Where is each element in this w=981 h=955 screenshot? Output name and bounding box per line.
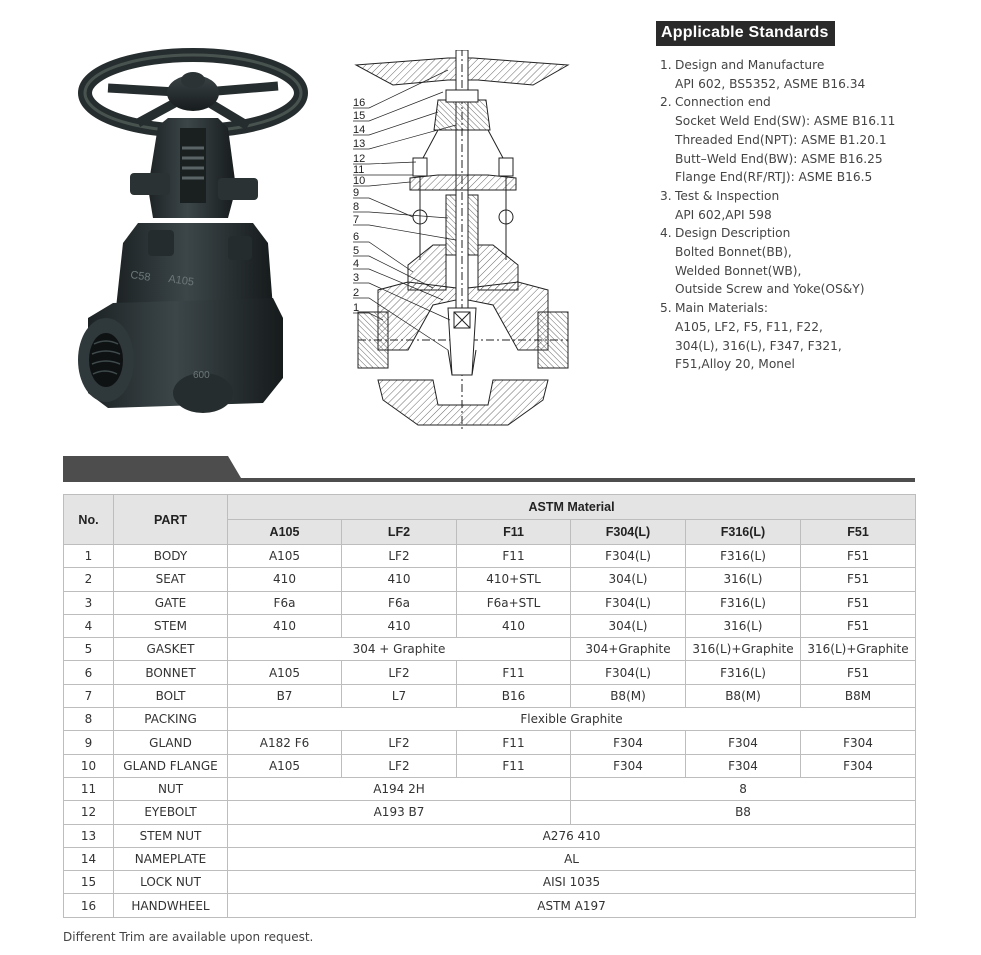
standards-item [660,299,980,374]
table-cell: LF2 [342,545,457,568]
standards-item [660,187,980,224]
footnote: Different Trim are available upon request. [63,930,314,944]
table-row [64,545,916,568]
table-cell: B8 [571,801,916,824]
table-cell: AISI 1035 [228,871,916,894]
standards-item [660,224,980,299]
item-line: Welded Bonnet(WB), [675,263,802,278]
item-line: Outside Screw and Yoke(OS&Y) [675,282,865,297]
row-number: 7 [64,684,114,707]
table-row [64,754,916,777]
row-number: 8 [64,708,114,731]
table-row [64,568,916,591]
table-cell: F304(L) [571,591,686,614]
table-cell: LF2 [342,754,457,777]
row-part: EYEBOLT [114,801,228,824]
table-cell: A105 [228,754,342,777]
table-cell: 304(L) [571,568,686,591]
header-astm-material: ASTM Material [228,495,916,520]
row-part: NUT [114,777,228,800]
table-cell: 410+STL [457,568,571,591]
table-row [64,684,916,707]
row-part: BODY [114,545,228,568]
table-cell: A105 [228,661,342,684]
row-number: 10 [64,754,114,777]
table-row [64,661,916,684]
table-cell: LF2 [342,731,457,754]
table-row [64,871,916,894]
row-number: 13 [64,824,114,847]
table-row [64,708,916,731]
row-part: GASKET [114,638,228,661]
section-banner [63,456,915,482]
item-heading: Design and Manufacture [675,58,825,72]
table-cell: F304 [686,754,801,777]
table-row [64,801,916,824]
drawing-label-1: 1 [353,302,360,314]
item-line: API 602, BS5352, ASME B16.34 [675,76,866,91]
table-cell: F51 [801,545,916,568]
table-cell: A193 B7 [228,801,571,824]
table-row [64,824,916,847]
table-cell: 304+Graphite [571,638,686,661]
table-cell: F304 [801,754,916,777]
item-line: API 602,API 598 [675,207,772,222]
drawing-label-2: 2 [353,287,360,299]
table-cell: F11 [457,731,571,754]
table-row [64,591,916,614]
table-cell: 410 [342,614,457,637]
photo-marking-600: 600 [193,370,210,381]
table-cell: A276 410 [228,824,916,847]
table-cell: B16 [457,684,571,707]
row-part: SEAT [114,568,228,591]
item-number: 5. [660,301,672,316]
table-cell: F6a+STL [457,591,571,614]
valve-section-drawing [338,50,588,430]
table-cell: F6a [228,591,342,614]
table-cell: F11 [457,661,571,684]
item-line: Butt–Weld End(BW): ASME B16.25 [675,151,883,166]
table-row [64,731,916,754]
row-number: 15 [64,871,114,894]
table-cell: A194 2H [228,777,571,800]
table-row [64,638,916,661]
item-line: A105, LF2, F5, F11, F22, [675,319,823,334]
table-cell: ASTM A197 [228,894,916,917]
table-cell: F51 [801,614,916,637]
row-part: NAMEPLATE [114,847,228,870]
drawing-label-14: 14 [353,124,366,136]
drawing-label-11: 11 [353,164,365,176]
table-row [64,894,916,917]
table-cell: 410 [342,568,457,591]
table-cell: 410 [228,568,342,591]
table-cell: 8 [571,777,916,800]
column-header: A105 [228,520,342,545]
table-cell: 410 [457,614,571,637]
row-part: GATE [114,591,228,614]
row-part: STEM [114,614,228,637]
item-heading: Design Description [675,226,791,241]
item-number: 3. [660,188,672,203]
table-cell: F51 [801,661,916,684]
column-header: F304(L) [571,520,686,545]
item-heading: Main Materials: [675,301,768,316]
table-row [64,614,916,637]
table-cell: F51 [801,591,916,614]
drawing-label-13: 13 [353,138,366,150]
table-cell: F304 [571,754,686,777]
table-cell: L7 [342,684,457,707]
table-cell: 316(L)+Graphite [801,638,916,661]
row-part: PACKING [114,708,228,731]
row-part: LOCK NUT [114,871,228,894]
table-cell: F11 [457,545,571,568]
item-line: F51,Alloy 20, Monel [675,357,795,372]
item-line: Flange End(RF/RTJ): ASME B16.5 [675,170,873,185]
table-cell: F304(L) [571,661,686,684]
column-header: F11 [457,520,571,545]
row-number: 11 [64,777,114,800]
table-cell: 410 [228,614,342,637]
row-number: 2 [64,568,114,591]
table-row [64,847,916,870]
table-cell: LF2 [342,661,457,684]
table-cell: F316(L) [686,545,801,568]
drawing-label-5: 5 [353,245,360,257]
drawing-label-10: 10 [353,175,366,187]
drawing-label-15: 15 [353,110,366,122]
standards-title: Applicable Standards [656,21,835,46]
table-row [64,777,916,800]
item-line: Threaded End(NPT): ASME B1.20.1 [675,132,887,147]
table-cell: F51 [801,568,916,591]
drawing-label-7: 7 [353,214,360,226]
header-no: No. [64,495,114,545]
column-header: F51 [801,520,916,545]
row-number: 16 [64,894,114,917]
row-part: HANDWHEEL [114,894,228,917]
table-cell: F304 [801,731,916,754]
row-part: GLAND FLANGE [114,754,228,777]
drawing-label-8: 8 [353,201,360,213]
photo-marking-c58: C58 [129,269,152,284]
row-number: 4 [64,614,114,637]
materials-table [63,494,916,918]
table-cell: 316(L) [686,614,801,637]
table-cell: AL [228,847,916,870]
drawing-label-3: 3 [353,272,360,284]
table-cell: A105 [228,545,342,568]
table-cell: F316(L) [686,661,801,684]
drawing-label-6: 6 [353,231,360,243]
row-number: 3 [64,591,114,614]
drawing-label-16: 16 [353,97,366,109]
drawing-label-9: 9 [353,187,360,199]
item-heading: Test & Inspection [675,188,780,203]
row-number: 1 [64,545,114,568]
standards-item [660,93,980,187]
header-part: PART [114,495,228,545]
table-cell: B8(M) [571,684,686,707]
photo-marking-a105: A105 [167,273,195,289]
row-part: BOLT [114,684,228,707]
standards-item [660,56,980,93]
table-cell: B8(M) [686,684,801,707]
table-cell: 304 + Graphite [228,638,571,661]
row-number: 5 [64,638,114,661]
row-part: STEM NUT [114,824,228,847]
table-cell: A182 F6 [228,731,342,754]
table-cell: F6a [342,591,457,614]
column-header: F316(L) [686,520,801,545]
table-cell: 316(L)+Graphite [686,638,801,661]
table-cell: 304(L) [571,614,686,637]
table-cell: F11 [457,754,571,777]
drawing-label-4: 4 [353,258,360,270]
row-number: 9 [64,731,114,754]
table-cell: F304 [686,731,801,754]
table-cell: 316(L) [686,568,801,591]
item-number: 2. [660,95,672,110]
row-part: BONNET [114,661,228,684]
table-cell: B7 [228,684,342,707]
standards-list [660,56,980,374]
item-number: 1. [660,58,672,72]
item-line: Bolted Bonnet(BB), [675,245,792,260]
table-cell: Flexible Graphite [228,708,916,731]
row-part: GLAND [114,731,228,754]
column-header: LF2 [342,520,457,545]
row-number: 6 [64,661,114,684]
table-cell: F304(L) [571,545,686,568]
item-number: 4. [660,226,672,241]
row-number: 14 [64,847,114,870]
item-line: Socket Weld End(SW): ASME B16.11 [675,114,896,129]
table-cell: B8M [801,684,916,707]
item-line: 304(L), 316(L), F347, F321, [675,338,842,353]
item-heading: Connection end [675,95,771,110]
row-number: 12 [64,801,114,824]
valve-photo [68,48,308,428]
drawing-label-12: 12 [353,153,366,165]
table-cell: F304 [571,731,686,754]
table-cell: F316(L) [686,591,801,614]
